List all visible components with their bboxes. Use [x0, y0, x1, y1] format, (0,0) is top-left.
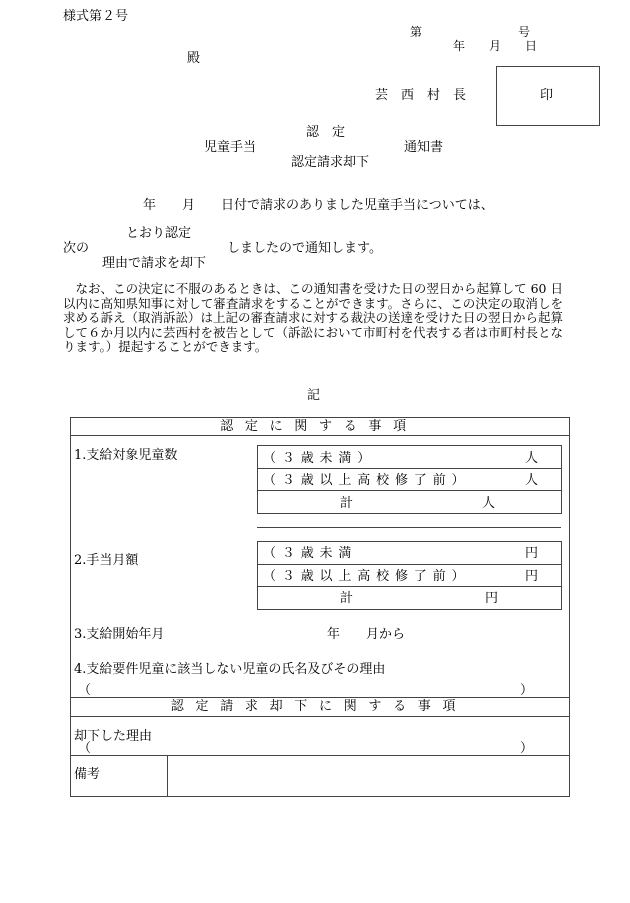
divider: [257, 468, 561, 469]
divider: [70, 697, 569, 698]
item1-row2-unit: 人: [525, 473, 539, 488]
item2-label: 2.手当月額: [74, 553, 139, 568]
reject-paren-open: （: [78, 741, 92, 756]
item2-row2-unit: 円: [525, 569, 539, 584]
date-label: 年 月 日: [453, 39, 538, 53]
item1-row2-label: （３歳以上高校修了前）: [263, 473, 471, 488]
divider: [70, 755, 569, 756]
notice-paragraph: なお、この決定に不服のあるときは、この通知書を受けた日の翌日から起算して 60 日以内に高知県知事に対して審査請求をすることができます。さらに、この決定の取消しを求める訴え（取消訴訟）は上記の審査請求に対する裁決の送達を受けた日の翌日から起算して６か月以内に芸西村を被告として（訴訟において市町村を代表する者は市町村長となります。）提起することができます。: [63, 281, 564, 355]
form-label: 様式第２号: [63, 9, 129, 24]
result-suffix: しましたので通知します。: [227, 241, 382, 256]
intro-text: 年 月 日付で請求のありました児童手当については、: [143, 198, 494, 213]
divider: [257, 586, 561, 587]
item4-label: 4.支給要件児童に該当しない児童の氏名及びその理由: [74, 662, 386, 677]
reject-reason-label: 却下した理由: [74, 729, 153, 744]
item3-value: 年 月から: [327, 627, 406, 642]
item1-total-unit: 人: [482, 496, 496, 511]
number-label: 第 号: [410, 25, 531, 39]
item2-row2-label: （３歳以上高校修了前）: [263, 569, 471, 584]
item2-row1-label: （３歳未満: [263, 546, 358, 561]
reject-paren-close: ）: [520, 741, 534, 756]
item1-row1-label: （３歳未満）: [263, 451, 377, 466]
seal-label: 印: [540, 88, 554, 103]
seal-box: [496, 66, 600, 126]
title-top: 認 定: [306, 125, 346, 140]
item1-total-label: 計: [340, 496, 354, 511]
remarks-label: 備考: [74, 767, 101, 782]
section1-header: 認定に関する事項: [220, 419, 418, 434]
title-right: 通知書: [404, 140, 444, 155]
divider: [257, 490, 561, 491]
addressee-suffix: 殿: [187, 51, 201, 66]
item4-paren-close: ）: [520, 683, 534, 698]
divider: [70, 435, 569, 436]
divider: [257, 527, 561, 528]
result-option-top: とおり認定: [126, 226, 192, 241]
divider: [70, 716, 569, 717]
issuer: 芸 西 村 長: [375, 88, 467, 103]
item2-row1-unit: 円: [525, 546, 539, 561]
divider: [167, 755, 168, 796]
result-prefix: 次の: [63, 241, 90, 256]
item1-row1-unit: 人: [525, 451, 539, 466]
item4-paren-open: （: [78, 683, 92, 698]
divider: [257, 564, 561, 565]
section2-header: 認定請求却下に関する事項: [170, 699, 468, 714]
item3-label: 3.支給開始年月: [74, 627, 165, 642]
ki-label: 記: [307, 388, 321, 403]
title-bottom: 認定請求却下: [291, 155, 370, 170]
result-option-bottom: 理由で請求を却下: [102, 256, 207, 271]
item2-total-label: 計: [340, 591, 354, 606]
item1-label: 1.支給対象児童数: [74, 448, 178, 463]
item2-total-unit: 円: [485, 591, 499, 606]
title-left: 児童手当: [204, 140, 257, 155]
